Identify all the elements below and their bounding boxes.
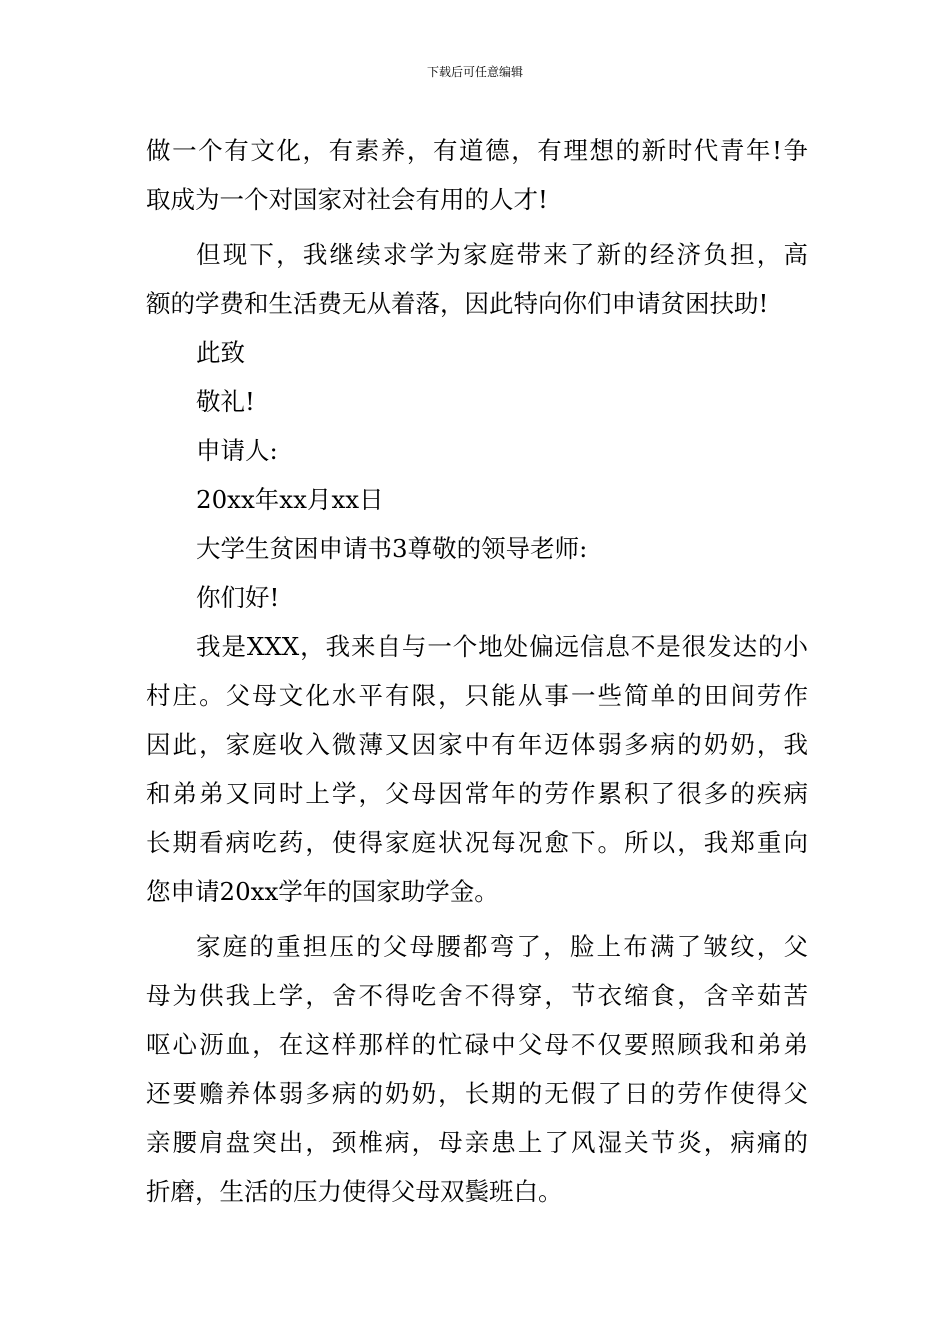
text-line: 折磨，生活的压力使得父母双鬓班白。 xyxy=(146,1177,563,1206)
text-line: 村庄。父母文化水平有限，只能从事一些简单的田间劳作 xyxy=(146,681,808,710)
text-line: 申请人: xyxy=(196,436,278,465)
text-line: 因此，家庭收入微薄又因家中有年迈体弱多病的奶奶，我 xyxy=(146,730,808,759)
text-line: 母为供我上学，舍不得吃舍不得穿，节衣缩食，含辛茹苦 xyxy=(146,981,808,1010)
text-line: 做一个有文化，有素养，有道德，有理想的新时代青年!争 xyxy=(146,136,808,165)
text-line: 呕心沥血，在这样那样的忙碌中父母不仅要照顾我和弟弟 xyxy=(146,1030,808,1059)
text-line: 敬礼! xyxy=(196,387,255,416)
text-line: 您申请20xx学年的国家助学金。 xyxy=(146,877,499,906)
text-line: 此致 xyxy=(196,338,245,367)
text-line: 额的学费和生活费无从着落，因此特向你们申请贫困扶助! xyxy=(146,289,769,318)
text-line: 亲腰肩盘突出，颈椎病，母亲患上了风湿关节炎，病痛的 xyxy=(146,1128,808,1157)
text-line: 但现下，我继续求学为家庭带来了新的经济负担，高 xyxy=(196,240,808,269)
text-line: 你们好! xyxy=(196,583,280,612)
text-line: 我是XXX，我来自与一个地处偏远信息不是很发达的小 xyxy=(196,632,808,661)
text-line: 长期看病吃药，使得家庭状况每况愈下。所以，我郑重向 xyxy=(146,828,808,857)
text-line: 和弟弟又同时上学，父母因常年的劳作累积了很多的疾病 xyxy=(146,779,808,808)
text-line: 家庭的重担压的父母腰都弯了，脸上布满了皱纹，父 xyxy=(196,932,808,961)
text-line: 20xx年xx月xx日 xyxy=(196,485,384,514)
page-header-note: 下载后可任意编辑 xyxy=(426,65,523,79)
document-body xyxy=(146,126,808,1216)
text-line: 大学生贫困申请书3尊敬的领导老师: xyxy=(196,534,588,563)
text-line: 还要赡养体弱多病的奶奶，长期的无假了日的劳作使得父 xyxy=(146,1079,808,1108)
text-line: 取成为一个对国家对社会有用的人才! xyxy=(146,185,548,214)
